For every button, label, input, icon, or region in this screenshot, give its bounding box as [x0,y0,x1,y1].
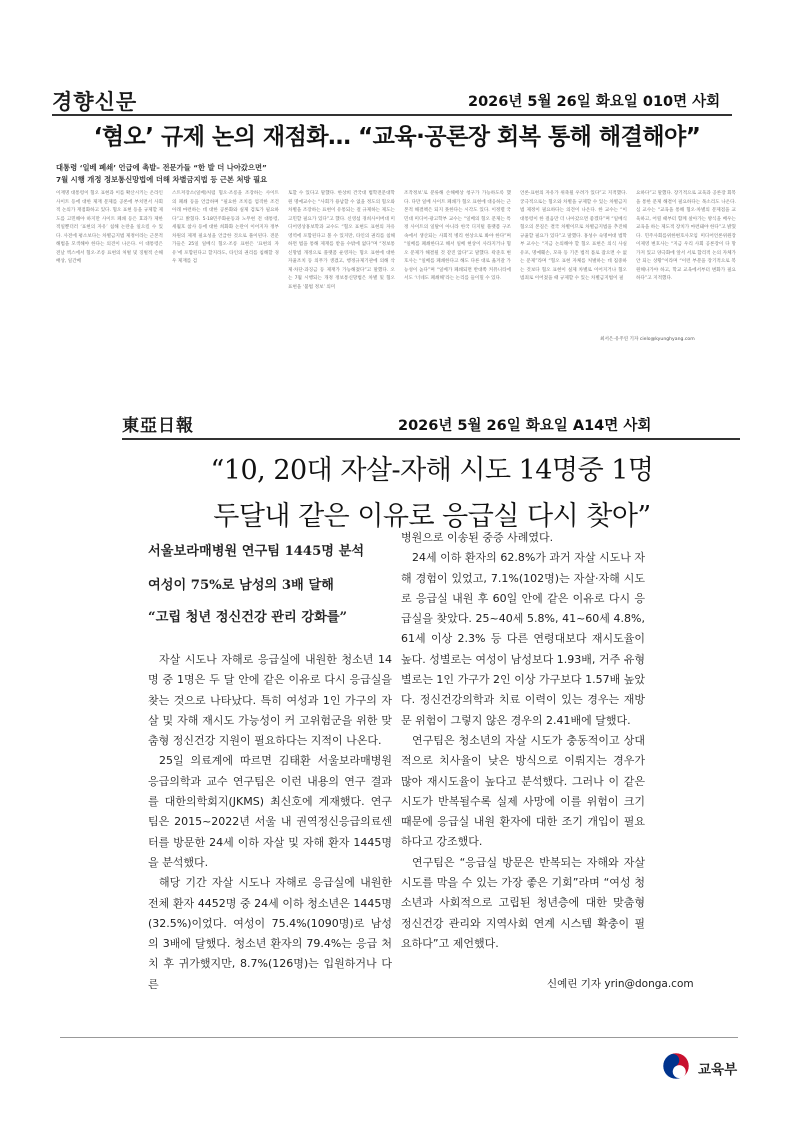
article2-subhead: “고립 청년 정신건강 관리 강화를” [148,610,348,625]
article1-subhead: 7월 시행 개정 정보통신망법에 더해 차별금지법 등 근본 처방 필요 [56,175,268,184]
article1-rule [52,114,732,116]
masthead-donga: 東亞日報 [122,416,194,436]
article2-headline-line: 두달내 같은 이유로 응급실 다시 찾아” [213,501,651,532]
article1-subhead: 대통령 ‘일베 폐쇄’ 언급에 촉발– 전문가들 “한 발 더 나아갔으면” [56,163,267,172]
ministry-logo-text: 교육부 [698,1062,738,1078]
article2-subhead: 여성이 75%로 남성의 3배 달해 [148,578,334,593]
ministry-logo [660,1050,785,1080]
footer-rule [60,1037,738,1038]
article2-paragraph: 연구팀은 “응급실 방문은 반복되는 자해와 자살 시도를 막을 수 있는 가장 좋은 기회”라며 “여성 청소년과 사회적으로 고립된 청년층에 대한 맞춤형 정신건강 관리와 지역사회 연계 시스템 확충이 필요하다”고 제언했다. [401,855,645,950]
article2-right-column [401,528,645,954]
article2-paragraph: 연구팀은 청소년의 자살 시도가 충동적이고 상대적으로 치사율이 낮은 방식으로 이뤄지는 경우가 많아 재시도율이 높다고 분석했다. 그러나 이 같은 시도가 반복될수록 실제 사망에 이를 위험이 크기 때문에 응급실 내원 환자에 대한 조기 개입이 필요하다고 강조했다. [401,733,645,849]
taegeuk-emblem-icon [660,1050,692,1082]
article1-subheads [56,162,311,186]
masthead-kyunghyang: 경향신문 [52,89,138,114]
article2-paragraph: 자살 시도나 자해로 응급실에 내원한 청소년 14명 중 1명은 두 달 안에 같은 이유로 다시 응급실을 찾는 것으로 나타났다. 특히 여성과 1인 가구의 자살 및 자해 재시도 가능성이 커 고위험군을 위한 맞춤형 정신건강 지원이 필요하다는 지적이 나온다. [148,653,392,748]
article1-headline: ‘혐오’ 규제 논의 재점화… “교육·공론장 회복 통해 해결해야” [93,124,701,150]
article2-paragraph: 해당 기간 자살 시도나 자해로 응급실에 내원한 전체 환자 4452명 중 24세 이하 청소년은 1445명(32.5%)이었다. 여성이 75.4%(1090명)로 남성의 3배에 달했다. 청소년 환자의 79.4%는 응급 처치 후 귀가했지만, 8.7%(126명)는 입원하거나 다른 [148,876,392,991]
article2-paragraph: 병원으로 이송된 중증 사례였다. [401,531,554,544]
article2-subhead: 서울보라매병원 연구팀 1445명 분석 [148,544,365,559]
article1-body [56,190,736,336]
article2-left-column [148,650,392,995]
article1-byline: 최서은·유주연 기자 cielo@kyunghyang.com [600,337,695,342]
article2-dateline: 2026년 5월 26일 화요일 A14면 사회 [398,418,652,434]
article1-column: 스트저장소(일베)처럼 혐오·조롱을 조장하는 사이트의 폐쇄 등을 언급하며 “필요한 조치를 엄격한 조건 아래 마련하는 데 대한 공론화와 실제 검토가 필요하다”고 밝혔다. 5·18민주화운동과 노무현 전 대통령, 세월호 참사 등에 대한 희화화 논란이 이어지자 정부 차원의 제재 필요성을 언급한 것으로 풀이된다. 전문가들은 25일 일베식 혐오·조롱 표현은 ‘표현의 자유’에 포함된다고 할지라도, 타인의 권리를 침해할 경우 제재를 검 [172,191,279,264]
article1-column: 이재명 대통령이 혐오 표현과 이를 확산시키는 온라인 사이트 등에 대한 제재 문제를 공론에 부치면서 사회적 논의가 재점화하고 있다. 혐오 표현 등을 규제할 제도를 고민해야 하지만 사이트 폐쇄 등은 효과가 제한적일뿐더러 ‘표현의 자유’ 침해 논란을 일으킬 수 있다. 사전에 평소보다는 차별금지법 제정이라는 근본적 해법을 모색해야 한다는 의견이 나온다. 이 대통령은 전날 엑스에서 혐오·조롱 표현의 처벌 및 징벌적 손해배상, 일간베 [56,191,163,264]
article1-column: 요하다”고 말했다. 장기적으로 교육과 공론장 회복을 통한 문제 해결이 필요하다는 목소리도 나온다. 심 교수는 “교육을 통해 혐오·차별의 문제점을 교육하고, 어릴 때부터 함께 살아가는 방식을 배우는 교육을 하는 제도적 장치가 마련돼야 한다”고 밝혔다. 민주사회를위한변호사모임 미디어언론위원장 이제영 변호사는 “지금 우리 사회 공론장이 다 망가져 있고 양극화에 앞서 서로 합리적 논의 자체가 안 되는 상황”이라며 “이런 부분을 장기적으로 복원해나가야 하고, 학교 교육에서부터 변화가 필요하다”고 지적했다. [636,191,736,281]
article1-dateline: 2026년 5월 26일 화요일 010면 사회 [468,94,721,110]
article1-column: 조작정보’로 분류해 손해배상 청구가 가능하도록 했다. 다만 일베 사이트 폐쇄가 혐오 표현에 대응하는 근본적 해결책은 되지 못한다는 시각도 있다. 이정렬 국민대 미디어·광고학부 교수는 “일베의 혐오 문제는 특정 사이트의 일탈이 아니라 한국 디지털 플랫폼 구조 속에서 생산되는 사회적 병리 현상으로 봐야 한다”며 “일베를 폐쇄한다고 해서 일베 현상이 사라지거나 혐오 문제가 해결될 것 같진 않다”고 말했다. 곽준호 변호사는 “일베를 폐쇄한다고 해도 다른 대로 옮겨갈 가능성이 높다”며 “일베가 폐쇄되면 반대쪽 커뮤니티에서도 ‘너네도 폐쇄해’라는 논리를 들이밀 수 있다. [404,191,511,281]
article2-paragraph: 25일 의료계에 따르면 김태환 서울보라매병원 응급의학과 교수 연구팀은 이런 내용의 연구 결과를 대한의학회지(JKMS) 최신호에 게재했다. 연구팀은 2015~2022년 서울 내 권역정신응급의료센터를 방문한 24세 이하 자살 및 자해 환자 1445명을 분석했다. [148,754,392,869]
article2-byline: 신예린 기자 yrin@donga.com [547,978,694,990]
article1-column: 토할 수 있다고 말했다. 한상희 건국대 법학전문대학원 명예교수는 “사회가 용납할 수 없을 정도의 혐오와 차별을 조장하는 표현이 유통되는 걸 규제하는 제도는 고민할 필요가 있다”고 했다. 신영섭 경희사이버대 미디어영상홍보학과 교수도 “혐오 표현도 표현의 자유 영역에 포함된다고 볼 수 있지만, 타인의 권리를 침해하면 법을 통해 제재를 받을 수밖에 없다”며 “정보통신망법 개정으로 플랫폼 운영자는 혐오 표현에 대한 자율조치 등 의무가 생겼고, 행정규제기관에 의해 삭제·차단·과징금 등 제재가 가능해졌다”고 말했다. 오는 7월 시행되는 개정 정보통신망법은 차별 및 혐오 표현을 ‘불법 정보’ 의미 [288,191,395,290]
article1-column: 언론·표현의 자유가 위축될 우려가 있다”고 지적했다. 궁극적으로는 혐오와 차별을 규제할 수 있는 차별금지법 제정이 필요하다는 의견이 나온다. 한 교수는 “이 대통령이 한 걸음만 더 나아갔으면 좋겠다”며 “일베식 혐오의 본질은 결국 차별이므로 차별금지법을 추진해 규율할 필요가 있다”고 말했다. 홍성수 숙명여대 법학부 교수는 “지금 논의해야 할 혐오 표현은 의식 사실 유포, 명예훼손, 모욕 등 기존 법적 틀로 잡으면 수 없는 문제”라며 “혐오 표현 자체를 처벌하는 데 집중하는 것보다 혐오 표현이 실제 차별로 이어지거나 혐오범죄로 이어졌을 때 규제할 수 있는 차별금지법이 필 [520,191,627,281]
article2-headline-line: “10, 20대 자살-자해 시도 14명중 1명 [210,455,654,486]
article2-rule [122,438,740,440]
article2-headline [122,448,742,540]
article2-paragraph: 24세 이하 환자의 62.8%가 과거 자살 시도나 자해 경험이 있었고, 7.1%(102명)는 자살·자해 시도로 응급실 내원 후 60일 안에 같은 이유로 다시 응급실을 찾았다. 25~40세 5.8%, 41~60세 4.8%, 61세 이상 2.3% 등 다른 연령대보다 재시도율이 높다. 성별로는 여성이 남성보다 1.93배, 거주 유형별로는 1인 가구가 2인 이상 가구보다 1.57배 높았다. 정신건강의학과 치료 이력이 있는 경우는 재방문 위험이 그렇지 않은 경우의 2.41배에 달했다. [401,551,645,727]
